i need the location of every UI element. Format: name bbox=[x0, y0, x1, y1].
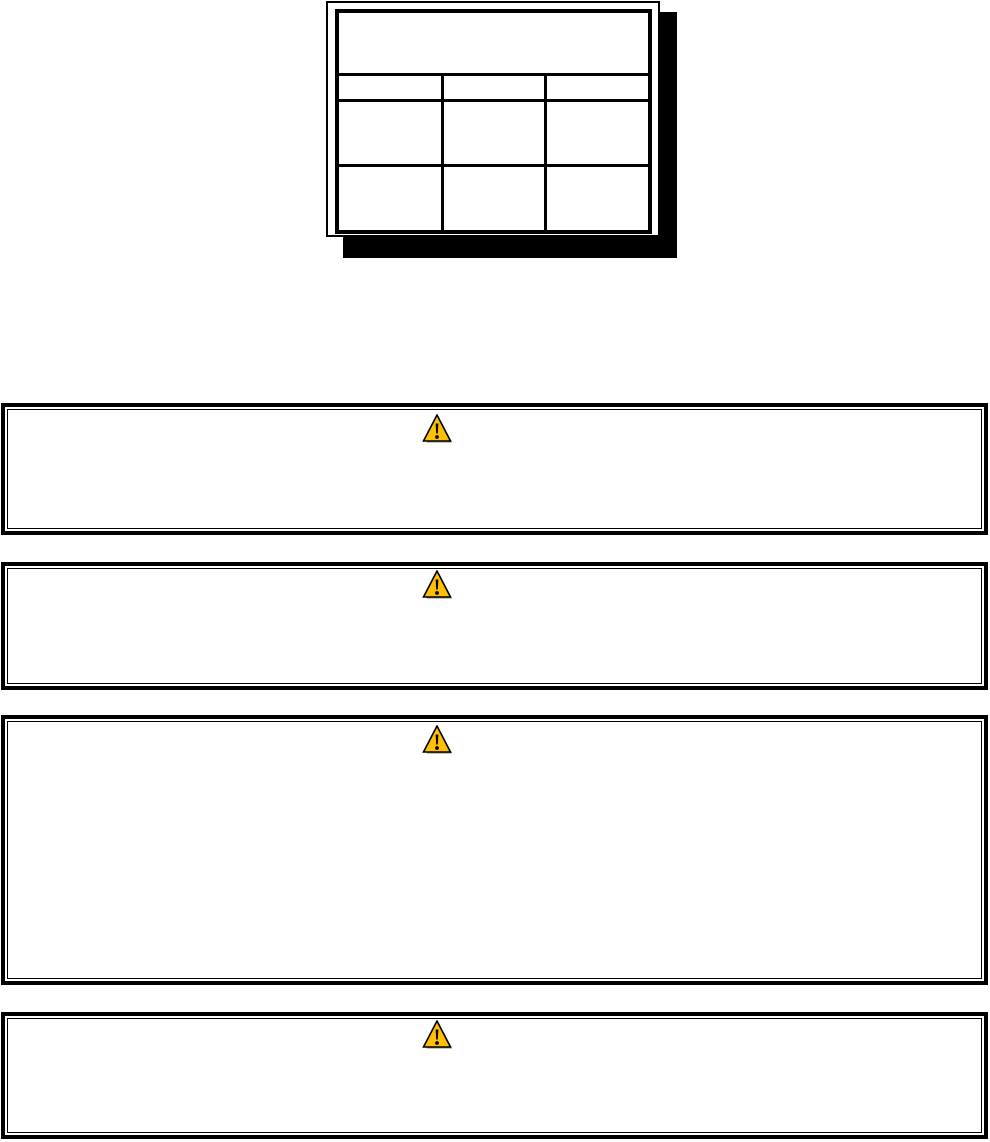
table-cell bbox=[442, 166, 545, 231]
table-outer-frame bbox=[326, 1, 660, 237]
warning-triangle-icon bbox=[422, 414, 453, 444]
warning-triangle-icon bbox=[422, 570, 453, 600]
table-row bbox=[339, 166, 648, 231]
caution-box-4 bbox=[1, 1012, 988, 1139]
caution-box-2 bbox=[1, 562, 988, 690]
table-cell bbox=[545, 75, 648, 101]
table-cell bbox=[339, 75, 442, 101]
table-cell bbox=[442, 101, 545, 166]
caution-box-1 bbox=[1, 403, 988, 535]
table-cell bbox=[545, 166, 648, 231]
caution-box-3 bbox=[1, 715, 988, 985]
table-cell bbox=[339, 166, 442, 231]
caution-box-inner-border bbox=[7, 1018, 982, 1133]
table-row bbox=[339, 75, 648, 101]
caution-box-inner-border bbox=[7, 409, 982, 529]
warning-triangle-icon bbox=[422, 725, 453, 755]
table-row bbox=[339, 101, 648, 166]
table-header-row bbox=[339, 13, 648, 75]
table-cell bbox=[339, 101, 442, 166]
warning-triangle-icon bbox=[422, 1020, 453, 1050]
table-cell bbox=[442, 75, 545, 101]
table-header-cell bbox=[339, 13, 648, 75]
caution-box-inner-border bbox=[7, 568, 982, 684]
caution-box-inner-border bbox=[7, 721, 982, 979]
table-border-box bbox=[335, 9, 652, 234]
empty-data-table bbox=[339, 13, 648, 230]
table-cell bbox=[545, 101, 648, 166]
